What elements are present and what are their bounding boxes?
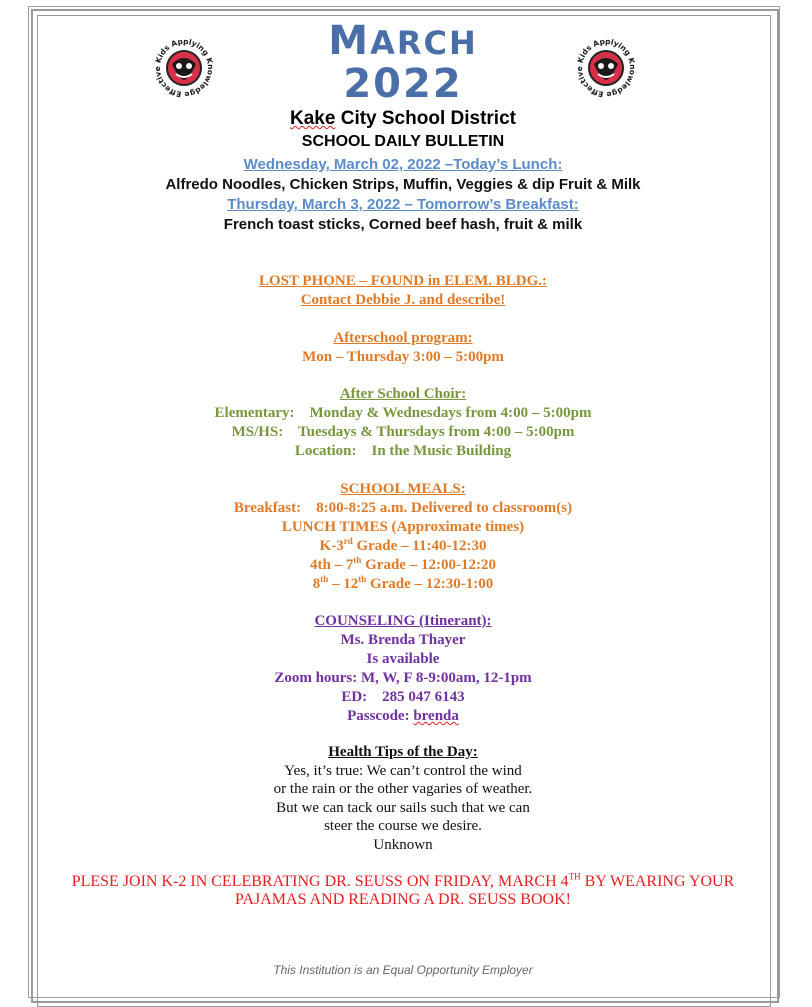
breakfast-heading: Thursday, March 3, 2022 – Tomorrow’s Breakfast: bbox=[227, 196, 579, 213]
g8-mid: – 12 bbox=[328, 576, 359, 592]
health-author: Unknown bbox=[373, 836, 433, 853]
passcode-value: brenda bbox=[413, 708, 459, 724]
month-rest: ARCH bbox=[370, 24, 478, 62]
lunch-items: Alfredo Noodles, Chicken Strips, Muffin, Veggies & dip Fruit & Milk bbox=[165, 176, 641, 193]
g4-pre: 4th – 7 bbox=[310, 557, 354, 573]
k3-pre: K-3 bbox=[319, 538, 344, 554]
choir-heading: After School Choir: bbox=[339, 386, 467, 402]
health-line: or the rain or the other vagaries of weather. bbox=[273, 781, 533, 797]
g8-pre: 8 bbox=[312, 576, 321, 592]
breakfast-items: French toast sticks, Corned beef hash, fruit & milk bbox=[223, 216, 583, 233]
meals-8-12 bbox=[38, 575, 768, 594]
afterschool-detail: Mon – Thursday 3:00 – 5:00pm bbox=[302, 349, 504, 365]
g8-sup2: th bbox=[358, 574, 367, 584]
month-initial: M bbox=[328, 18, 371, 64]
lost-phone-section bbox=[38, 272, 768, 310]
counseling-section bbox=[38, 612, 768, 726]
health-line: But we can tack our sails such that we can bbox=[276, 799, 530, 816]
meals-lunch-times: LUNCH TIMES (Approximate times) bbox=[281, 519, 525, 535]
choir-line-location: Location: In the Music Building bbox=[294, 443, 512, 459]
g4-post: Grade – 12:00-12:20 bbox=[361, 557, 496, 573]
svg-text:Kids Applying Knowledge Effect: Kids Applying Knowledge Effectively bbox=[152, 36, 216, 100]
meals-4-7 bbox=[38, 556, 768, 575]
announcement-line-1-pre: PLESE JOIN K-2 IN CELEBRATING DR. SEUSS ON FRIDAY, MARCH 4 bbox=[71, 873, 569, 890]
meals-section bbox=[38, 480, 768, 594]
g8-sup: th bbox=[320, 574, 329, 584]
announcement-line-1-sup: TH bbox=[568, 871, 581, 882]
choir-line-elementary: Elementary: Monday & Wednesdays from 4:00 – 5:00pm bbox=[214, 405, 592, 421]
meals-k3 bbox=[38, 537, 768, 556]
counseling-heading: COUNSELING (Itinerant): bbox=[314, 613, 492, 629]
passcode-label: Passcode: bbox=[347, 708, 414, 724]
afterschool-heading: Afterschool program: bbox=[333, 330, 473, 346]
afterschool-section bbox=[38, 329, 768, 367]
choir-line-mshs: MS/HS: Tuesdays & Thursdays from 4:00 – 5:00pm bbox=[231, 424, 575, 440]
svg-text:Kids Applying Knowledge Effect: Kids Applying Knowledge Effectively bbox=[574, 36, 638, 100]
k3-post: Grade – 11:40-12:30 bbox=[352, 538, 487, 554]
lunch-heading: Wednesday, March 02, 2022 –Today’s Lunch: bbox=[243, 156, 563, 173]
lost-phone-detail: Contact Debbie J. and describe! bbox=[300, 292, 506, 308]
meals-heading: SCHOOL MEALS: bbox=[340, 481, 466, 497]
health-tips-section bbox=[38, 743, 768, 854]
g8-post: Grade – 12:30-1:00 bbox=[366, 576, 494, 592]
footer-text: This Institution is an Equal Opportunity Employer bbox=[273, 963, 533, 977]
menu-section bbox=[38, 155, 768, 235]
meals-breakfast: Breakfast: 8:00-8:25 a.m. Delivered to classroom(s) bbox=[233, 500, 573, 516]
bulletin-title: SCHOOL DAILY BULLETIN bbox=[301, 133, 505, 150]
district-rest: City School District bbox=[335, 108, 516, 129]
year-title: 2022 bbox=[343, 61, 463, 107]
announcement-line-1 bbox=[34, 873, 772, 891]
meeting-id: ED: 285 047 6143 bbox=[341, 689, 465, 705]
dr-seuss-announcement bbox=[34, 873, 772, 909]
lost-phone-heading: LOST PHONE – FOUND in ELEM. BLDG.: bbox=[258, 273, 548, 289]
k3-sup: rd bbox=[343, 536, 353, 546]
health-heading: Health Tips of the Day: bbox=[328, 744, 478, 760]
g4-sup: th bbox=[353, 555, 362, 565]
counselor-name: Ms. Brenda Thayer bbox=[340, 632, 466, 648]
announcement-line-1-post: BY WEARING YOUR bbox=[580, 873, 735, 890]
passcode-line bbox=[38, 707, 768, 726]
health-line: Yes, it’s true: We can’t control the wind bbox=[284, 762, 522, 779]
district-word-kake: Kake bbox=[290, 108, 336, 129]
counselor-available: Is available bbox=[366, 651, 440, 667]
zoom-hours: Zoom hours: M, W, F 8-9:00am, 12-1pm bbox=[274, 670, 532, 686]
month-title bbox=[38, 20, 768, 64]
health-line: steer the course we desire. bbox=[324, 818, 482, 834]
announcement-line-2: PAJAMAS AND READING A DR. SEUSS BOOK! bbox=[235, 891, 571, 908]
choir-section bbox=[38, 385, 768, 461]
district-name bbox=[38, 108, 768, 130]
